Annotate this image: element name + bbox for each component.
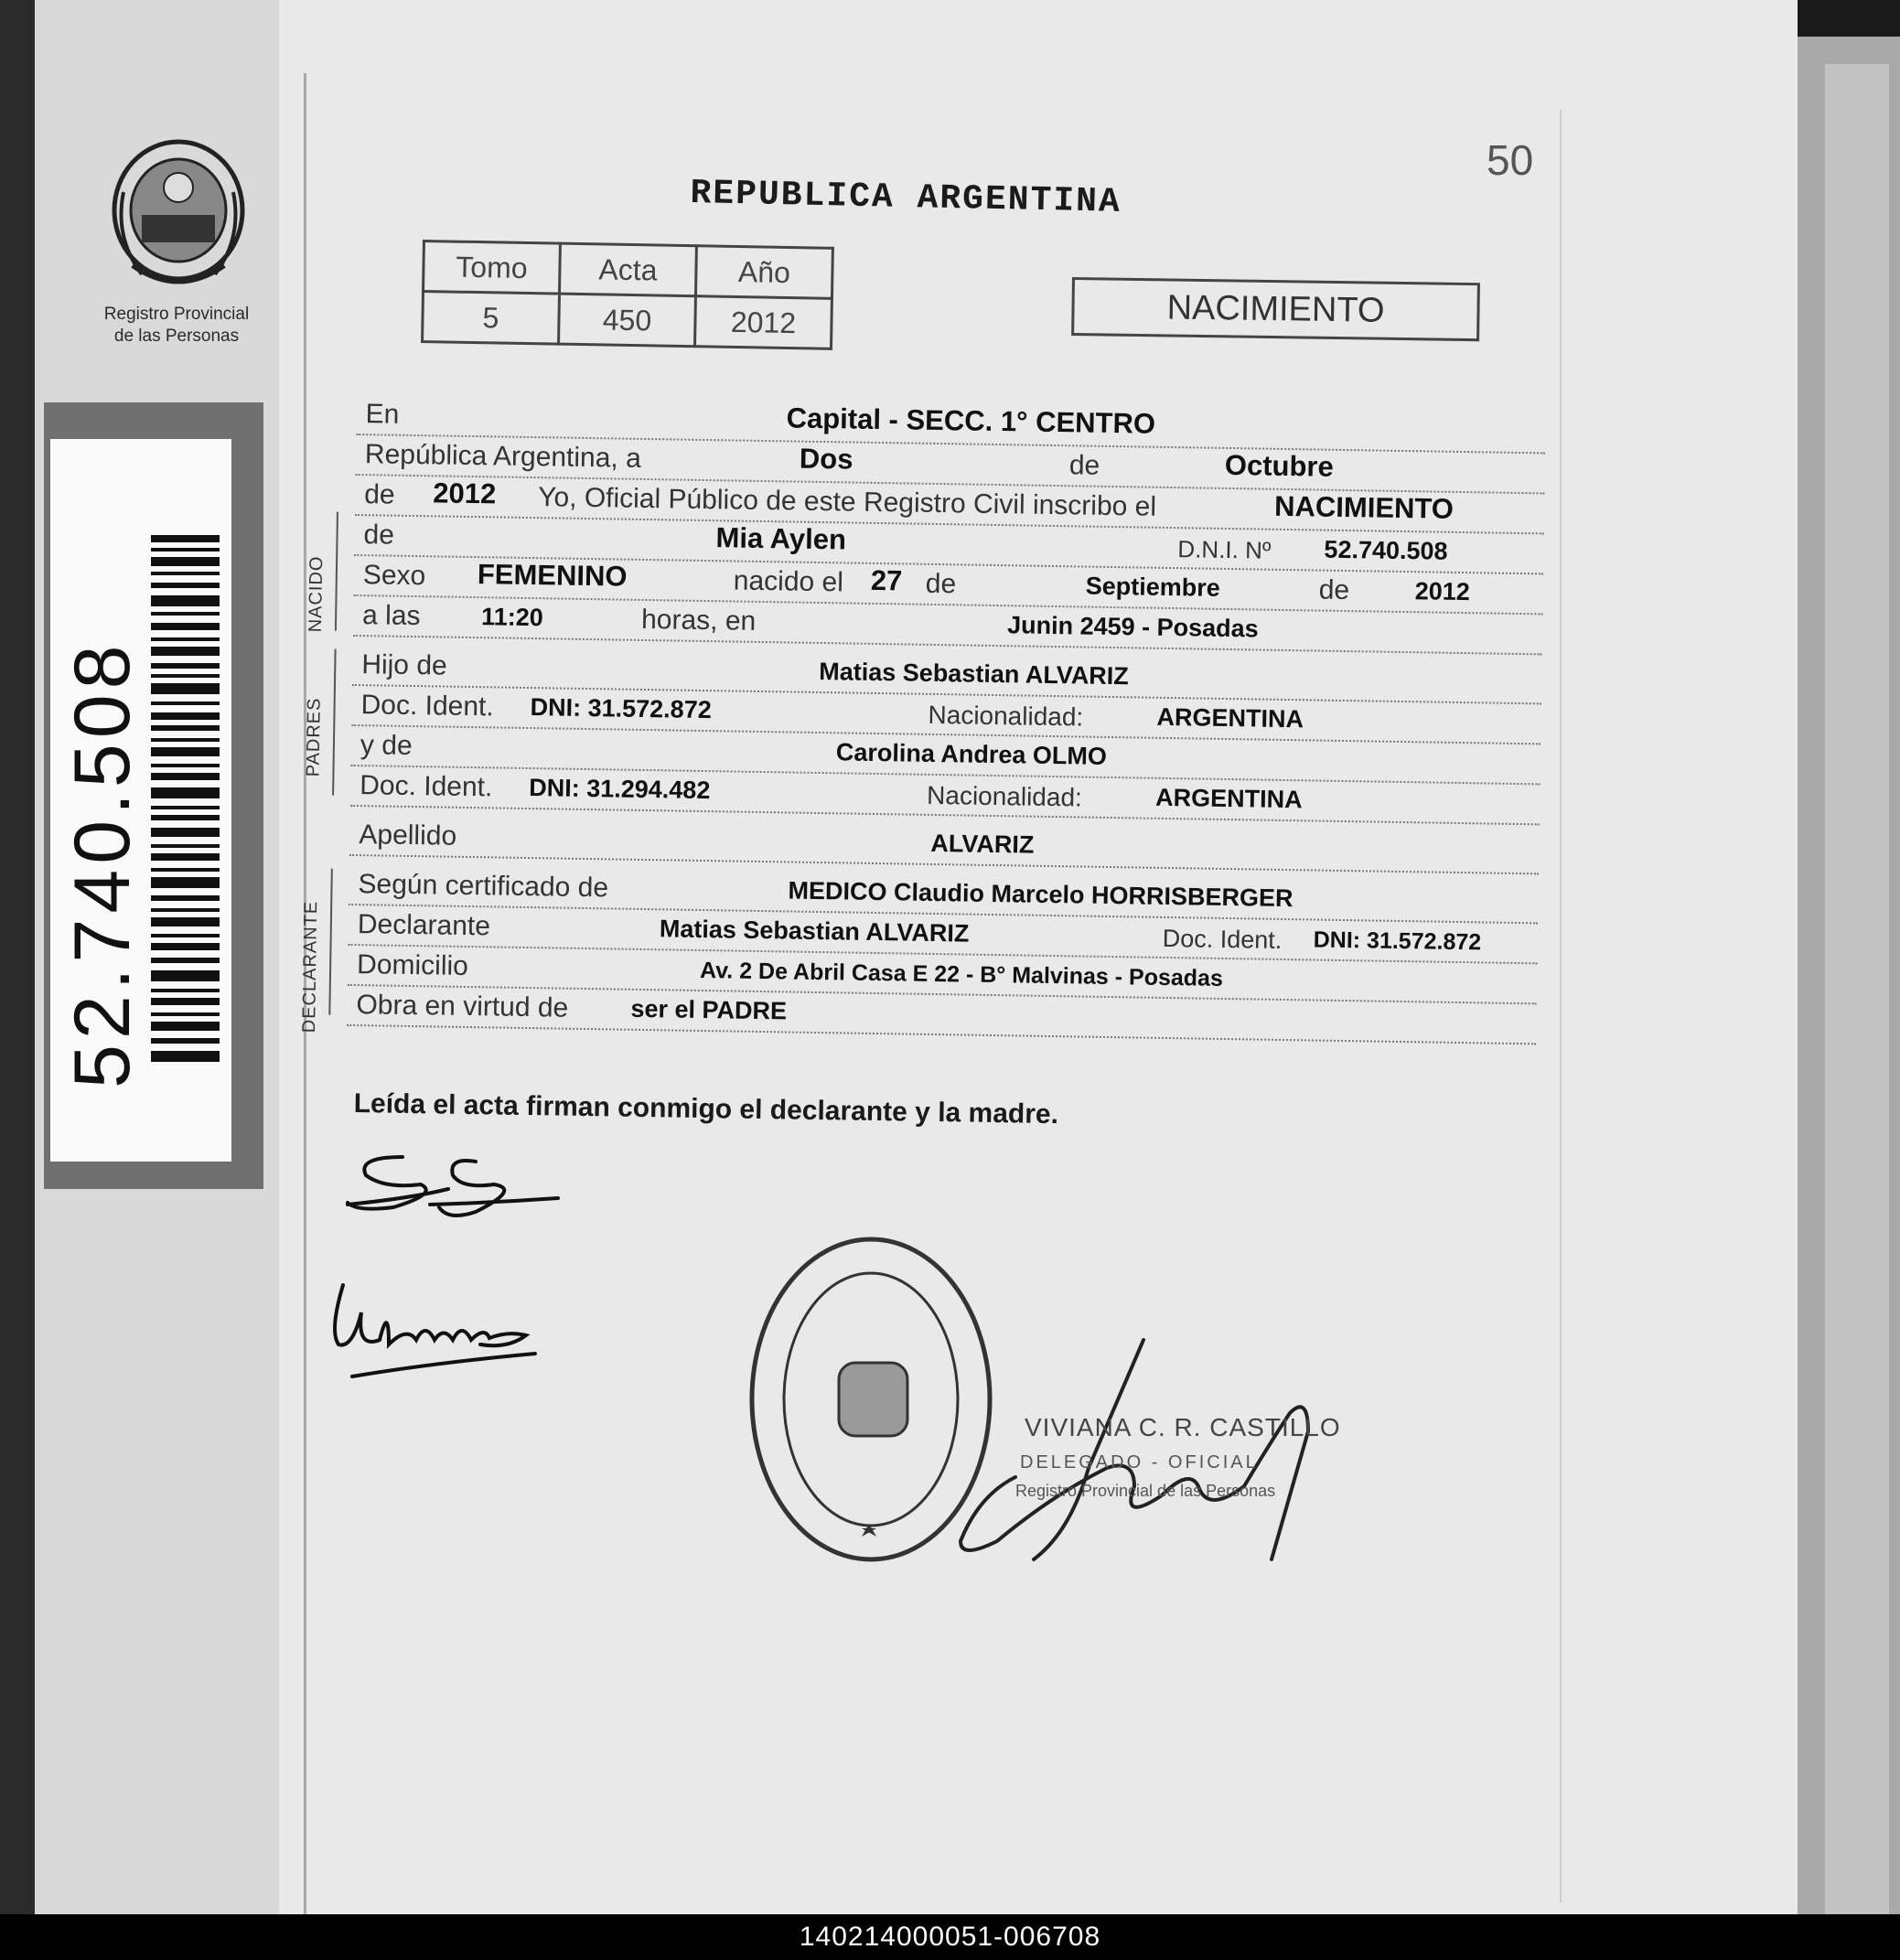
label-domicilio: Domicilio [356, 949, 469, 981]
scan-id-bar [0, 1914, 1900, 1960]
security-number: 52.740.508 [59, 639, 146, 1088]
official-name: VIVIANA C. R. CASTILLO [1025, 1413, 1341, 1441]
value-dni: 52.740.508 [1324, 535, 1448, 565]
label-apellido: Apellido [359, 819, 457, 851]
label-obra: Obra en virtud de [356, 990, 569, 1023]
label-declarante: Declarante [357, 909, 491, 942]
side-label-padres: PADRES [303, 697, 325, 777]
value-birth-time: 11:20 [480, 603, 543, 632]
value-capacity: ser el PADRE [630, 994, 788, 1025]
value-birth-place: Junin 2459 - Posadas [1006, 611, 1259, 643]
value-birth-year: 2012 [1414, 577, 1471, 606]
reg-value-ano: 2012 [695, 296, 832, 349]
label-sexo: Sexo [362, 560, 426, 592]
value-birth-day: 27 [870, 563, 903, 597]
label-a-las: a las [361, 600, 421, 632]
barcode-icon [151, 535, 220, 1066]
value-declarant-doc: DNI: 31.572.872 [1313, 926, 1482, 956]
value-place: Capital - SECC. 1° CENTRO [786, 402, 1156, 440]
value-mother-nationality: ARGENTINA [1154, 783, 1303, 814]
label-de-month: de [1068, 450, 1100, 481]
reg-header-tomo: Tomo [424, 241, 561, 295]
label-nacionalidad-mother: Nacionalidad: [926, 780, 1083, 812]
reg-value-tomo: 5 [423, 292, 560, 345]
label-nacido-el: nacido el [733, 565, 844, 598]
label-dni: D.N.I. Nº [1177, 535, 1272, 564]
value-name: Mia Aylen [715, 521, 847, 556]
provincial-emblem-icon [105, 137, 252, 302]
label-hijo-de: Hijo de [361, 649, 447, 681]
label-doc-ident-declarant: Doc. Ident. [1162, 924, 1283, 954]
registry-label [81, 304, 273, 348]
reg-value-acta: 450 [559, 294, 696, 347]
value-day: Dos [799, 442, 853, 476]
certificate-form [299, 393, 1546, 1162]
book-spine [0, 0, 35, 1914]
label-republica: República Argentina, a [364, 439, 642, 474]
page-stack-edge-inner [1825, 64, 1889, 1914]
value-declarant: Matias Sebastian ALVARIZ [659, 915, 970, 948]
label-de-year: de [364, 479, 395, 510]
label-de-birth-year: de [1318, 574, 1350, 606]
official-role: DELEGADO - OFICIAL [1020, 1452, 1259, 1473]
value-record-type: NACIMIENTO [1273, 489, 1455, 525]
value-certificate: MEDICO Claudio Marcelo HORRISBERGER [788, 876, 1294, 913]
registration-table-header-row [424, 241, 833, 299]
label-official-text: Yo, Oficial Público de este Registro Civil inscribo el [537, 482, 1157, 522]
value-sex: FEMENINO [477, 558, 628, 593]
value-birth-month: Septiembre [1085, 572, 1221, 602]
scan-id: 140214000051-006708 [799, 1922, 1101, 1952]
label-doc-ident-father: Doc. Ident. [360, 690, 494, 723]
mother-signature-icon [325, 1276, 553, 1395]
closing-statement: Leída el acta firman conmigo el declarante y la madre. [353, 1088, 1059, 1130]
value-month: Octubre [1224, 448, 1335, 483]
label-de-name: de [363, 519, 395, 551]
document-title: REPUBLICA ARGENTINA [690, 174, 1122, 222]
label-horas-en: horas, en [640, 604, 757, 637]
declarant-signature-icon [338, 1148, 567, 1239]
value-surname: ALVARIZ [930, 829, 1035, 859]
side-label-declarante: DECLARANTE [299, 900, 322, 1034]
page-number: 50 [1487, 136, 1534, 184]
registration-table [421, 240, 834, 350]
value-father-doc: DNI: 31.572.872 [530, 693, 712, 724]
label-nacionalidad-father: Nacionalidad: [928, 700, 1084, 732]
official-signature-icon [924, 1331, 1354, 1569]
value-mother: Carolina Andrea OLMO [835, 738, 1108, 770]
label-doc-ident-mother: Doc. Ident. [360, 770, 493, 803]
side-label-nacido: NACIDO [305, 555, 327, 633]
registry-label-line1: Registro Provincial [103, 305, 250, 324]
registration-table-value-row [423, 292, 832, 349]
value-father-nationality: ARGENTINA [1156, 702, 1304, 734]
value-father: Matias Sebastian ALVARIZ [819, 657, 1130, 691]
reg-header-acta: Acta [559, 243, 696, 296]
label-certificado: Según certificado de [358, 869, 609, 904]
page-edge-rule [1560, 110, 1562, 1902]
record-type-box: NACIMIENTO [1071, 277, 1480, 341]
value-address: Av. 2 De Abril Casa E 22 - B° Malvinas - Posadas [699, 957, 1224, 991]
value-mother-doc: DNI: 31.294.482 [529, 774, 711, 805]
label-de-birth-month: de [925, 568, 957, 600]
registry-label-line2: de las Personas [113, 327, 240, 346]
label-y-de: y de [360, 730, 413, 761]
label-en: En [365, 399, 400, 430]
reg-header-ano: Año [695, 246, 832, 299]
official-office: Registro Provincial de las Personas [1015, 1482, 1276, 1500]
value-year: 2012 [433, 477, 497, 510]
